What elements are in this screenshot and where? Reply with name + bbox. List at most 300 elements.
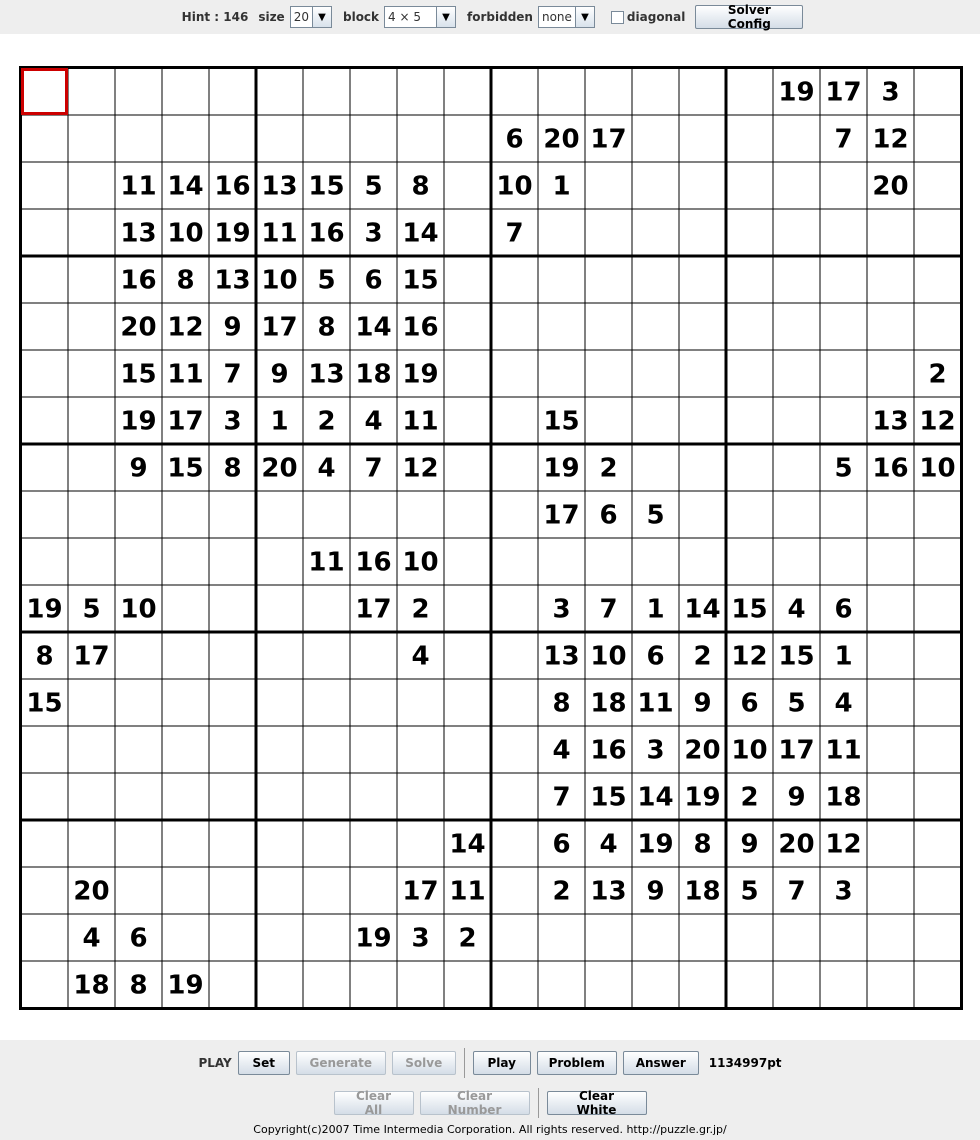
grid-cell[interactable] (21, 397, 68, 444)
grid-cell[interactable] (115, 68, 162, 115)
grid-cell[interactable] (914, 115, 961, 162)
cell-number: 14 (684, 594, 721, 625)
grid-cell[interactable] (491, 632, 538, 679)
play-button[interactable]: Play (473, 1051, 531, 1075)
grid-cell[interactable] (397, 68, 444, 115)
grid-cell[interactable] (914, 632, 961, 679)
answer-button[interactable]: Answer (623, 1051, 699, 1075)
grid-cell[interactable] (679, 538, 726, 585)
grid-cell[interactable] (68, 679, 115, 726)
grid-cell[interactable] (491, 350, 538, 397)
cell-number: 6 (834, 594, 853, 625)
grid-cell[interactable] (632, 162, 679, 209)
grid-cell[interactable] (679, 397, 726, 444)
grid-cell[interactable] (632, 303, 679, 350)
grid-cell[interactable] (867, 820, 914, 867)
grid-cell[interactable] (68, 350, 115, 397)
grid-cell[interactable] (773, 961, 820, 1008)
grid-cell[interactable] (68, 726, 115, 773)
chevron-down-icon[interactable]: ▼ (575, 7, 594, 27)
cell-number: 4 (317, 453, 336, 484)
cell-number: 4 (787, 594, 806, 625)
cell-number: 4 (82, 923, 101, 954)
grid-cell[interactable] (68, 773, 115, 820)
grid-cell[interactable] (773, 303, 820, 350)
sudoku-board[interactable] (19, 66, 963, 1010)
grid-cell[interactable] (21, 256, 68, 303)
grid-cell[interactable] (21, 726, 68, 773)
grid-cell[interactable] (209, 679, 256, 726)
grid-cell[interactable] (632, 256, 679, 303)
grid-cell[interactable] (914, 820, 961, 867)
grid-cell[interactable] (679, 444, 726, 491)
grid-cell[interactable] (867, 585, 914, 632)
grid-cell[interactable] (350, 115, 397, 162)
grid-cell[interactable] (867, 726, 914, 773)
grid-cell[interactable] (632, 538, 679, 585)
grid-cell[interactable] (350, 679, 397, 726)
grid-cell[interactable] (585, 68, 632, 115)
grid-cell[interactable] (256, 585, 303, 632)
grid-cell[interactable] (491, 726, 538, 773)
grid-cell[interactable] (350, 961, 397, 1008)
grid-cell[interactable] (209, 538, 256, 585)
grid-cell[interactable] (303, 115, 350, 162)
grid-cell[interactable] (914, 867, 961, 914)
grid-cell[interactable] (585, 350, 632, 397)
grid-cell[interactable] (21, 444, 68, 491)
grid-cell[interactable] (914, 162, 961, 209)
grid-cell[interactable] (68, 538, 115, 585)
grid-cell[interactable] (21, 538, 68, 585)
grid-cell[interactable] (350, 491, 397, 538)
grid-cell[interactable] (726, 444, 773, 491)
grid-cell[interactable] (538, 68, 585, 115)
grid-cell[interactable] (914, 914, 961, 961)
grid-cell[interactable] (867, 679, 914, 726)
grid-cell[interactable] (444, 256, 491, 303)
grid-cell[interactable] (538, 256, 585, 303)
grid-cell[interactable] (256, 914, 303, 961)
grid-cell[interactable] (303, 491, 350, 538)
set-button[interactable]: Set (238, 1051, 290, 1075)
grid-cell[interactable] (538, 209, 585, 256)
grid-cell[interactable] (256, 538, 303, 585)
grid-cell[interactable] (115, 491, 162, 538)
grid-cell[interactable] (162, 585, 209, 632)
grid-cell[interactable] (632, 914, 679, 961)
grid-cell[interactable] (914, 726, 961, 773)
grid-cell[interactable] (679, 303, 726, 350)
grid-cell[interactable] (303, 68, 350, 115)
grid-cell[interactable] (726, 961, 773, 1008)
cell-number: 6 (599, 500, 618, 531)
forbidden-value: none (541, 10, 572, 24)
grid-cell[interactable] (21, 820, 68, 867)
grid-cell[interactable] (444, 397, 491, 444)
grid-cell[interactable] (21, 209, 68, 256)
cell-number: 6 (129, 923, 148, 954)
grid-cell[interactable] (444, 726, 491, 773)
cell-number: 14 (402, 218, 439, 249)
grid-cell[interactable] (632, 397, 679, 444)
grid-cell[interactable] (115, 773, 162, 820)
grid-cell[interactable] (444, 68, 491, 115)
grid-cell[interactable] (68, 491, 115, 538)
generate-button[interactable]: Generate (296, 1051, 386, 1075)
grid-cell[interactable] (773, 209, 820, 256)
solve-button[interactable]: Solve (392, 1051, 456, 1075)
grid-cell[interactable] (679, 115, 726, 162)
grid-cell[interactable] (820, 256, 867, 303)
grid-cell[interactable] (679, 961, 726, 1008)
grid-cell[interactable] (632, 68, 679, 115)
grid-cell[interactable] (867, 632, 914, 679)
grid-cell[interactable] (350, 68, 397, 115)
grid-cell[interactable] (209, 773, 256, 820)
grid-cell[interactable] (21, 961, 68, 1008)
grid-cell[interactable] (491, 68, 538, 115)
grid-cell[interactable] (21, 491, 68, 538)
grid-cell[interactable] (444, 162, 491, 209)
sudoku-grid[interactable] (19, 66, 963, 1010)
grid-cell[interactable] (491, 773, 538, 820)
grid-cell[interactable] (21, 115, 68, 162)
grid-cell[interactable] (209, 961, 256, 1008)
cell-number: 1 (834, 641, 853, 672)
grid-cell[interactable] (115, 820, 162, 867)
grid-cell[interactable] (303, 914, 350, 961)
grid-cell[interactable] (679, 68, 726, 115)
grid-cell[interactable] (679, 209, 726, 256)
grid-cell[interactable] (773, 491, 820, 538)
grid-cell[interactable] (585, 162, 632, 209)
grid-cell[interactable] (115, 679, 162, 726)
grid-cell[interactable] (867, 209, 914, 256)
grid-cell[interactable] (256, 867, 303, 914)
grid-cell[interactable] (914, 256, 961, 303)
grid-cell[interactable] (444, 115, 491, 162)
grid-cell[interactable] (209, 632, 256, 679)
grid-cell[interactable] (303, 773, 350, 820)
grid-cell[interactable] (162, 491, 209, 538)
grid-cell[interactable] (68, 444, 115, 491)
grid-cell[interactable] (726, 68, 773, 115)
forbidden-select[interactable] (538, 6, 595, 28)
grid-cell[interactable] (867, 256, 914, 303)
grid-cell[interactable] (350, 820, 397, 867)
grid-cell[interactable] (914, 585, 961, 632)
grid-cell[interactable] (209, 914, 256, 961)
grid-cell[interactable] (585, 397, 632, 444)
grid-cell[interactable] (914, 961, 961, 1008)
grid-cell[interactable] (68, 256, 115, 303)
grid-cell[interactable] (820, 350, 867, 397)
grid-cell[interactable] (21, 773, 68, 820)
grid-cell[interactable] (585, 961, 632, 1008)
grid-cell[interactable] (726, 350, 773, 397)
grid-cell[interactable] (256, 632, 303, 679)
grid-cell[interactable] (491, 538, 538, 585)
grid-cell[interactable] (491, 961, 538, 1008)
grid-cell[interactable] (867, 491, 914, 538)
grid-cell[interactable] (303, 679, 350, 726)
grid-cell[interactable] (867, 961, 914, 1008)
grid-cell[interactable] (444, 585, 491, 632)
grid-cell[interactable] (444, 679, 491, 726)
clear-white-button[interactable]: Clear White (547, 1091, 647, 1115)
clear-number-button[interactable]: Clear Number (420, 1091, 530, 1115)
grid-cell[interactable] (209, 726, 256, 773)
grid-cell[interactable] (444, 961, 491, 1008)
grid-cell[interactable] (914, 538, 961, 585)
grid-cell[interactable] (303, 961, 350, 1008)
grid-cell[interactable] (256, 491, 303, 538)
grid-cell[interactable] (68, 209, 115, 256)
grid-cell[interactable] (585, 538, 632, 585)
block-select[interactable] (384, 6, 456, 28)
grid-cell[interactable] (303, 726, 350, 773)
grid-cell[interactable] (820, 538, 867, 585)
grid-cell[interactable] (21, 914, 68, 961)
grid-cell[interactable] (773, 444, 820, 491)
grid-cell[interactable] (162, 867, 209, 914)
grid-cell[interactable] (397, 961, 444, 1008)
grid-cell[interactable] (914, 773, 961, 820)
grid-cell[interactable] (256, 773, 303, 820)
grid-cell[interactable] (726, 538, 773, 585)
chevron-down-icon[interactable]: ▼ (312, 7, 331, 27)
mode-label: PLAY (198, 1056, 232, 1070)
grid-cell[interactable] (773, 914, 820, 961)
grid-cell[interactable] (303, 867, 350, 914)
cell-number: 8 (317, 312, 336, 343)
cell-number: 19 (402, 359, 439, 390)
grid-cell[interactable] (867, 538, 914, 585)
grid-cell[interactable] (679, 491, 726, 538)
grid-cell[interactable] (162, 632, 209, 679)
grid-cell[interactable] (444, 773, 491, 820)
grid-cell[interactable] (726, 209, 773, 256)
grid-cell[interactable] (256, 679, 303, 726)
grid-cell[interactable] (256, 726, 303, 773)
grid-cell[interactable] (726, 914, 773, 961)
grid-cell[interactable] (585, 256, 632, 303)
grid-cell[interactable] (773, 115, 820, 162)
grid-cell[interactable] (773, 256, 820, 303)
grid-cell[interactable] (773, 162, 820, 209)
cell-number: 6 (740, 688, 759, 719)
grid-cell[interactable] (162, 679, 209, 726)
grid-cell[interactable] (444, 632, 491, 679)
grid-cell[interactable] (209, 820, 256, 867)
hint-count: Hint : 146 (181, 10, 249, 24)
grid-cell[interactable] (303, 585, 350, 632)
grid-cell[interactable] (679, 350, 726, 397)
grid-cell[interactable] (726, 115, 773, 162)
grid-cell[interactable] (209, 867, 256, 914)
grid-cell[interactable] (68, 820, 115, 867)
grid-cell[interactable] (538, 961, 585, 1008)
grid-cell[interactable] (820, 914, 867, 961)
solver-config-button[interactable]: Solver Config (695, 5, 803, 29)
grid-cell[interactable] (726, 397, 773, 444)
grid-cell[interactable] (256, 820, 303, 867)
grid-cell[interactable] (68, 397, 115, 444)
grid-cell[interactable] (350, 726, 397, 773)
grid-cell[interactable] (444, 303, 491, 350)
grid-cell[interactable] (115, 538, 162, 585)
grid-cell[interactable] (68, 303, 115, 350)
grid-cell[interactable] (632, 209, 679, 256)
grid-cell[interactable] (538, 914, 585, 961)
grid-cell[interactable] (632, 961, 679, 1008)
grid-cell[interactable] (162, 115, 209, 162)
grid-cell[interactable] (773, 397, 820, 444)
grid-cell[interactable] (162, 726, 209, 773)
grid-cell[interactable] (303, 820, 350, 867)
cell-number: 2 (599, 453, 618, 484)
grid-cell[interactable] (397, 115, 444, 162)
grid-cell[interactable] (491, 491, 538, 538)
grid-cell[interactable] (773, 538, 820, 585)
grid-cell[interactable] (726, 491, 773, 538)
grid-cell[interactable] (350, 632, 397, 679)
size-select[interactable] (290, 6, 332, 28)
grid-cell[interactable] (209, 68, 256, 115)
grid-cell[interactable] (820, 209, 867, 256)
grid-cell[interactable] (491, 867, 538, 914)
grid-cell[interactable] (162, 68, 209, 115)
grid-cell[interactable] (162, 820, 209, 867)
grid-cell[interactable] (867, 867, 914, 914)
grid-cell[interactable] (491, 444, 538, 491)
grid-cell[interactable] (491, 914, 538, 961)
grid-cell[interactable] (68, 115, 115, 162)
grid-cell[interactable] (397, 726, 444, 773)
grid-cell[interactable] (914, 209, 961, 256)
grid-cell[interactable] (632, 115, 679, 162)
grid-cell[interactable] (820, 397, 867, 444)
cell-number: 19 (214, 218, 251, 249)
chevron-down-icon[interactable]: ▼ (436, 7, 455, 27)
grid-cell[interactable] (115, 726, 162, 773)
grid-cell[interactable] (444, 350, 491, 397)
grid-cell[interactable] (867, 303, 914, 350)
grid-cell[interactable] (397, 679, 444, 726)
grid-cell[interactable] (585, 209, 632, 256)
grid-cell[interactable] (632, 444, 679, 491)
grid-cell[interactable] (491, 679, 538, 726)
grid-cell[interactable] (914, 303, 961, 350)
grid-cell[interactable] (397, 491, 444, 538)
grid-cell[interactable] (491, 397, 538, 444)
grid-cell[interactable] (914, 679, 961, 726)
cell-number: 2 (740, 782, 759, 813)
grid-cell[interactable] (350, 867, 397, 914)
grid-cell[interactable] (115, 632, 162, 679)
grid-cell[interactable] (115, 115, 162, 162)
grid-cell[interactable] (162, 914, 209, 961)
grid-cell[interactable] (256, 68, 303, 115)
cell-number: 20 (684, 735, 721, 766)
cell-number: 11 (825, 735, 862, 766)
grid-cell[interactable] (679, 162, 726, 209)
grid-cell[interactable] (820, 303, 867, 350)
grid-cell[interactable] (914, 491, 961, 538)
grid-cell[interactable] (867, 914, 914, 961)
grid-cell[interactable] (68, 162, 115, 209)
grid-cell[interactable] (820, 162, 867, 209)
grid-cell[interactable] (444, 491, 491, 538)
grid-cell[interactable] (538, 538, 585, 585)
grid-cell[interactable] (256, 961, 303, 1008)
clear-all-button[interactable]: Clear All (334, 1091, 414, 1115)
cell-number: 1 (270, 406, 289, 437)
grid-cell[interactable] (397, 773, 444, 820)
grid-cell[interactable] (726, 256, 773, 303)
problem-button[interactable]: Problem (537, 1051, 617, 1075)
cell-number: 7 (364, 453, 383, 484)
grid-cell[interactable] (726, 162, 773, 209)
cell-number: 19 (778, 77, 815, 108)
grid-cell[interactable] (21, 162, 68, 209)
grid-cell[interactable] (256, 115, 303, 162)
grid-cell[interactable] (538, 303, 585, 350)
grid-cell[interactable] (679, 914, 726, 961)
grid-cell[interactable] (162, 538, 209, 585)
grid-cell[interactable] (632, 350, 679, 397)
grid-cell[interactable] (914, 68, 961, 115)
grid-cell[interactable] (444, 209, 491, 256)
grid-cell[interactable] (115, 867, 162, 914)
grid-cell[interactable] (21, 303, 68, 350)
grid-cell[interactable] (679, 256, 726, 303)
grid-cell[interactable] (538, 350, 585, 397)
grid-cell[interactable] (820, 491, 867, 538)
grid-cell[interactable] (491, 585, 538, 632)
grid-cell[interactable] (820, 961, 867, 1008)
grid-cell[interactable] (491, 820, 538, 867)
grid-cell[interactable] (397, 820, 444, 867)
grid-cell[interactable] (773, 350, 820, 397)
grid-cell[interactable] (491, 256, 538, 303)
grid-cell[interactable] (209, 585, 256, 632)
grid-cell[interactable] (350, 773, 397, 820)
grid-cell[interactable] (162, 773, 209, 820)
grid-cell[interactable] (867, 773, 914, 820)
grid-cell[interactable] (68, 68, 115, 115)
diagonal-checkbox[interactable] (611, 11, 624, 24)
grid-cell[interactable] (209, 115, 256, 162)
grid-cell[interactable] (21, 867, 68, 914)
cell-number: 8 (35, 641, 54, 672)
cell-number: 10 (731, 735, 768, 766)
grid-cell[interactable] (867, 350, 914, 397)
grid-cell[interactable] (21, 68, 68, 115)
grid-cell[interactable] (444, 538, 491, 585)
grid-cell[interactable] (444, 444, 491, 491)
cell-number: 4 (364, 406, 383, 437)
grid-cell[interactable] (209, 491, 256, 538)
grid-cell[interactable] (21, 350, 68, 397)
grid-cell[interactable] (585, 914, 632, 961)
grid-cell[interactable] (491, 303, 538, 350)
cell-number: 12 (872, 124, 909, 155)
grid-cell[interactable] (585, 303, 632, 350)
grid-cell[interactable] (726, 303, 773, 350)
grid-cell[interactable] (303, 632, 350, 679)
